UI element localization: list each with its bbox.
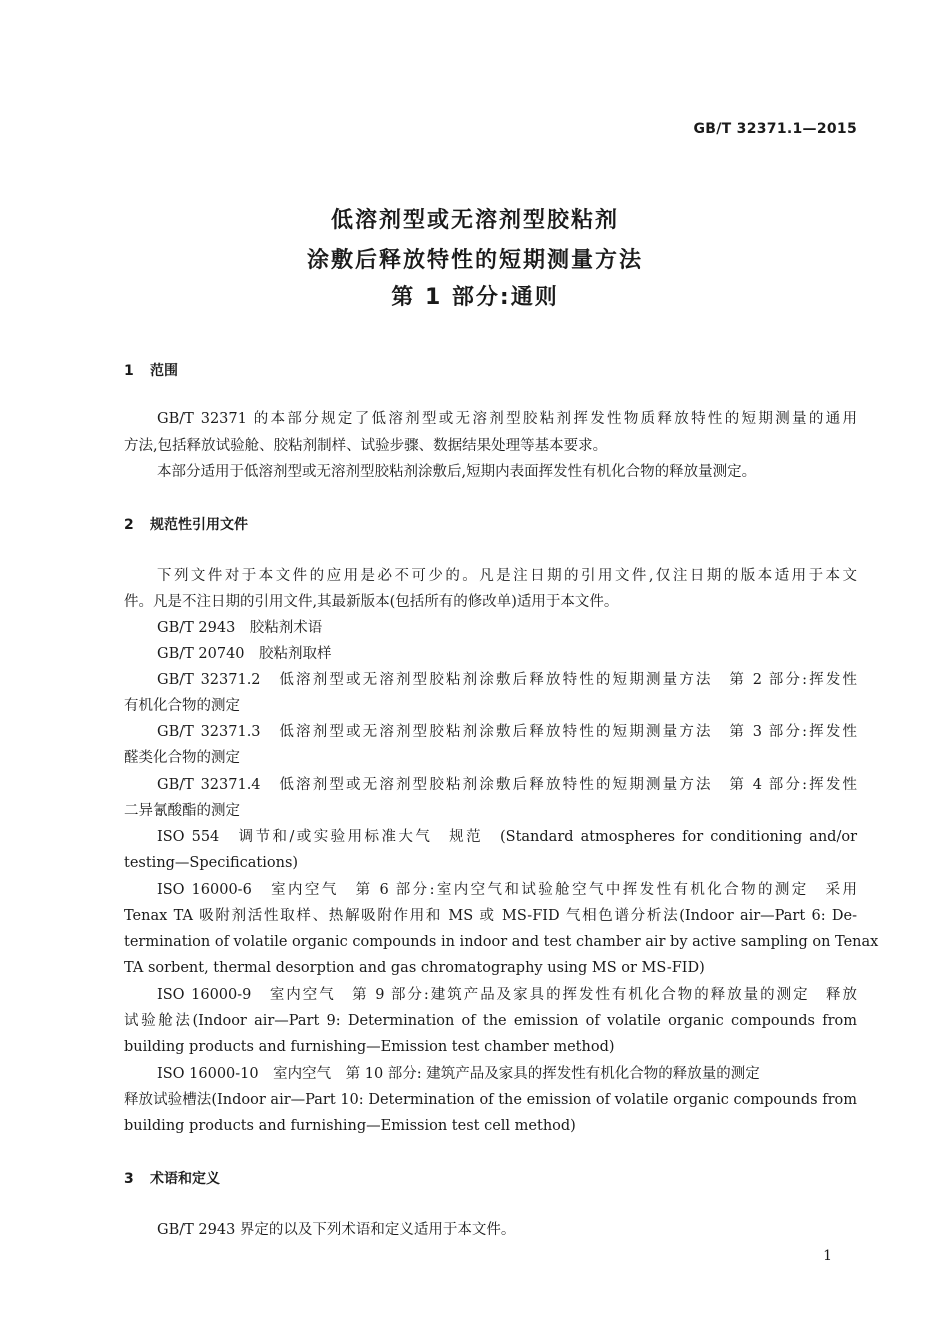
reference-item: GB/T 32371.2 低溶剂型或无溶剂型胶粘剂涂敷后释放特性的短期测量方法 第 2 部分:挥发性: [157, 672, 857, 688]
text-line: TA sorbent, thermal desorption and gas chromatography using MS or MS-FID): [124, 960, 705, 976]
section-2-heading: [124, 514, 248, 534]
text-line: 本部分适用于低溶剂型或无溶剂型胶粘剂涂敷后,短期内表面挥发性有机化合物的释放量测定。: [157, 464, 757, 480]
text-line: termination of volatile organic compounds in indoor and test chamber air by active sampling on Tenax: [124, 934, 879, 950]
page-number: 1: [823, 1248, 832, 1264]
section-number: 3: [124, 1171, 134, 1187]
text-line: 二异氰酸酯的测定: [124, 803, 240, 819]
reference-item: ISO 16000-6 室内空气 第 6 部分:室内空气和试验舱空气中挥发性有机化合物的测定 采用: [157, 882, 857, 898]
title-line-3: 第 1 部分:通则: [391, 285, 559, 310]
text-line: 有机化合物的测定: [124, 698, 240, 714]
text-line: 醛类化合物的测定: [124, 750, 240, 766]
title-line-1: 低溶剂型或无溶剂型胶粘剂: [330, 208, 619, 233]
text-line: 释放试验槽法(Indoor air—Part 10: Determination of the emission of volatile organic compounds from: [124, 1092, 857, 1108]
standard-number: GB/T 32371.1—2015: [693, 121, 857, 137]
reference-item: ISO 16000-9 室内空气 第 9 部分:建筑产品及家具的挥发性有机化合物的释放量的测定 释放: [157, 987, 857, 1003]
reference-item: GB/T 32371.4 低溶剂型或无溶剂型胶粘剂涂敷后释放特性的短期测量方法 第 4 部分:挥发性: [157, 777, 857, 793]
section-title: 规范性引用文件: [150, 517, 248, 533]
reference-item: GB/T 20740 胶粘剂取样: [157, 646, 332, 662]
text-line: Tenax TA 吸附剂活性取样、热解吸附作用和 MS 或 MS-FID 气相色谱分析法(Indoor air—Part 6: De-: [124, 908, 857, 924]
reference-item: ISO 554 调节和/或实验用标准大气 规范 (Standard atmospheres for conditioning and/or: [157, 829, 857, 845]
text-line: 试验舱法(Indoor air—Part 9: Determination of the emission of volatile organic compounds from: [124, 1013, 857, 1029]
reference-item: GB/T 2943 胶粘剂术语: [157, 620, 323, 636]
text-line: building products and furnishing—Emission test cell method): [124, 1118, 576, 1134]
text-line: 方法,包括释放试验舱、胶粘剂制样、试验步骤、数据结果处理等基本要求。: [124, 438, 608, 454]
section-3-heading: [124, 1168, 220, 1188]
text-line: building products and furnishing—Emission test chamber method): [124, 1039, 615, 1055]
section-1-heading: [124, 360, 178, 380]
title-line-2: 涂敷后释放特性的短期测量方法: [306, 248, 643, 273]
section-title: 范围: [150, 363, 178, 379]
text-line: GB/T 32371 的本部分规定了低溶剂型或无溶剂型胶粘剂挥发性物质释放特性的短期测量的通用: [157, 411, 857, 427]
section-number: 2: [124, 517, 134, 533]
reference-item: ISO 16000-10 室内空气 第 10 部分: 建筑产品及家具的挥发性有机化合物的释放量的测定: [157, 1066, 760, 1082]
text-line: 件。凡是不注日期的引用文件,其最新版本(包括所有的修改单)适用于本文件。: [124, 594, 619, 610]
section-title: 术语和定义: [150, 1171, 220, 1187]
reference-item: GB/T 32371.3 低溶剂型或无溶剂型胶粘剂涂敷后释放特性的短期测量方法 第 3 部分:挥发性: [157, 724, 857, 740]
text-line: testing—Specifications): [124, 855, 299, 871]
section-number: 1: [124, 363, 134, 379]
text-line: GB/T 2943 界定的以及下列术语和定义适用于本文件。: [157, 1222, 516, 1238]
text-line: 下列文件对于本文件的应用是必不可少的。凡是注日期的引用文件,仅注日期的版本适用于本文: [157, 568, 857, 584]
